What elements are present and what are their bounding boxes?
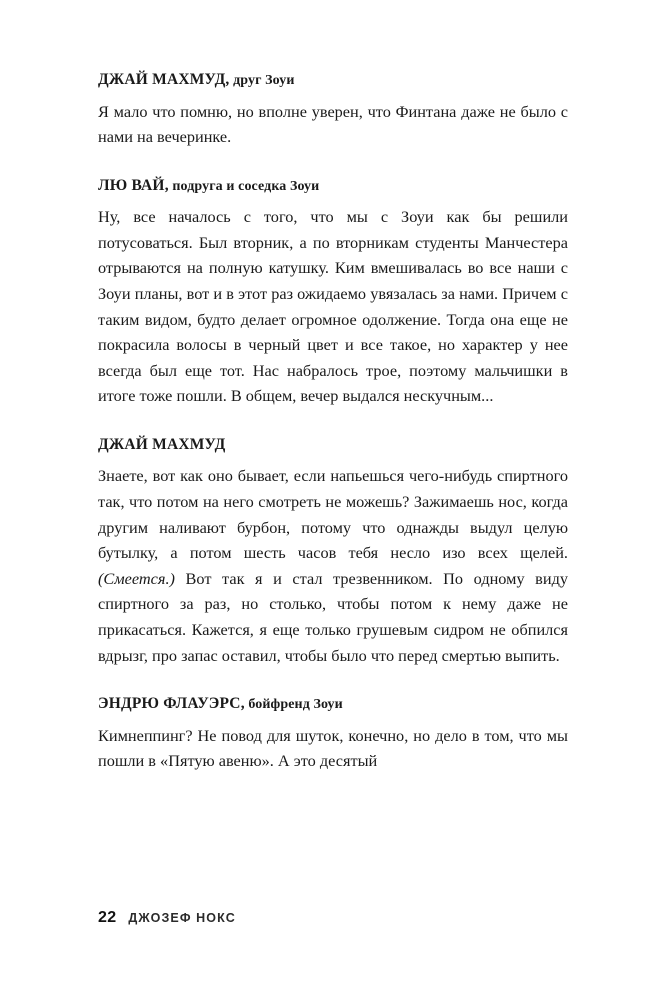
page-number: 22 [98,909,117,926]
page-footer [98,909,236,927]
testimony-text: Ну, все началось с того, что мы с Зоуи как бы решили потусоваться. Был вторник, а по вторникам студенты Манчестера отрываются на полную катушку. Ким вмешивалась во все наши с Зоуи планы, вот и в этот раз ожидаемо увязалась за нами. Причем с таким видом, будто делает огромное одолжение. Тогда она еще не покрасила волосы в черный цвет и все такое, но характер у нее всегда был еще тот. Нас набралось трое, поэтому мальчишки в итоге тоже пошли. В общем, вечер выдался нескучным... [98,207,568,406]
block-spacer [98,668,568,694]
speaker-role: бойфренд Зоуи [244,697,343,713]
testimony-block-1 [98,70,568,150]
speaker-heading [98,70,568,90]
speaker-name: ДЖАЙ МАХМУД, [98,71,230,88]
testimony-block-3 [98,435,568,668]
speaker-role: подруга и соседка Зоуи [168,178,320,194]
page-content [98,70,568,774]
speaker-name: ЭНДРЮ ФЛАУЭРС, [98,695,245,713]
testimony-text-part1: Знаете, вот как оно бывает, если напьешься чего-нибудь спиртного так, что потом на него смотреть не можешь? Зажимаешь нос, когда другим наливают бурбон, потому что однажды выдул целую бутылку, а потом шесть часов тебя несло изо всех щелей. [98,466,568,563]
testimony-text-part2: Вот так я и стал трезвенником. По одному виду спиртного за раз, но столько, чтобы потом к нему даже не прикасаться. Кажется, я еще только грушевым сидром не обпился вдрызг, про запас оставил, чтобы было что перед смертью выпить. [98,568,568,665]
speaker-heading [98,435,568,455]
speaker-heading [98,694,568,714]
running-head-author: ДЖОЗЕФ НОКС [128,911,236,925]
block-spacer [98,150,568,176]
stage-direction: (Смеется.) [98,568,175,588]
testimony-block-4 [98,694,568,774]
speaker-heading [98,176,568,196]
speaker-role: друг Зоуи [229,73,295,88]
speaker-name: ДЖАЙ МАХМУД [98,435,226,453]
block-spacer [98,409,568,435]
testimony-text [98,463,568,668]
testimony-text: Я мало что помню, но вполне уверен, что Финтана даже не было с нами на вечеринке. [98,101,568,147]
speaker-name: ЛЮ ВАЙ, [98,176,169,194]
testimony-block-2 [98,176,568,409]
testimony-text: Кимнеппинг? Не повод для шуток, конечно, но дело в том, что мы пошли в «Пятую авеню». А это десятый [98,725,568,771]
